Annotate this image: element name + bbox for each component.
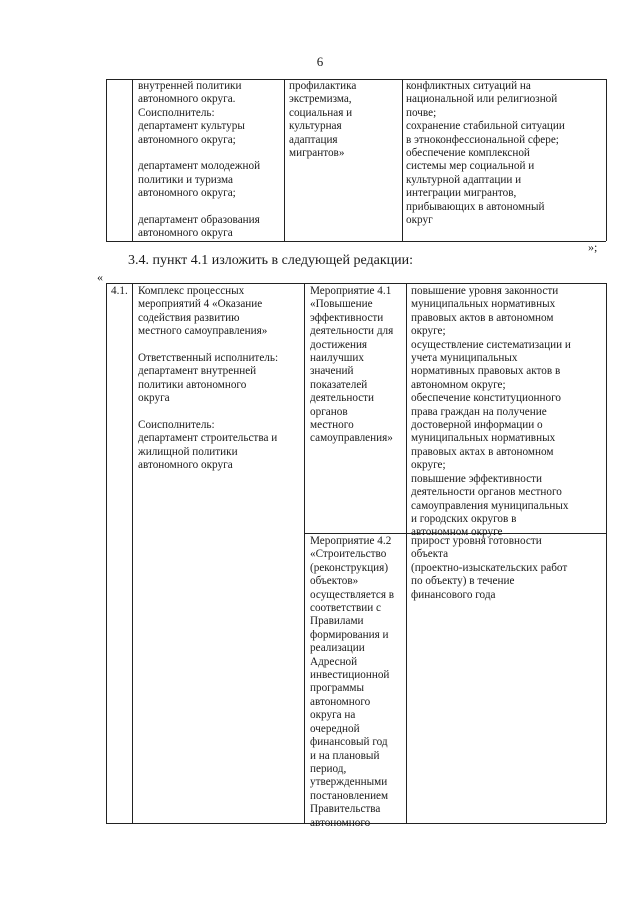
cell-measure-prev: профилактика экстремизма, социальная и культурная адаптация мигрантов»: [289, 80, 357, 160]
cell-responsible-prev: внутренней политики автономного округа. Соисполнитель: департамент культуры автономного округа; департамент молодежной политики и туризма автономного округа; департамент образования автономного округа: [138, 80, 261, 240]
cell-result-4-2: прирост уровня готовности объекта (проектно-изыскательских работ по объекту) в течение финансового года: [411, 535, 568, 601]
cell-result-4-1: повышение уровня законности муниципальных нормативных правовых актов в автономном округе; осуществление систематизации и учета муниципальных нормативных правовых актов в автономном округе; обеспечение конституционного права граждан на получение достоверной информации о муниципальных нормативных правовых актах в автономном округе; повышение эффективности деятельности органов местного самоуправления муниципальных и городских округов в автономном округе: [411, 285, 571, 539]
opening-quote: «: [97, 270, 103, 284]
cell-measure-4-1: Мероприятие 4.1 «Повышение эффективности деятельности для достижения наилучших значений показателей деятельности органов местного самоуправления»: [310, 285, 394, 445]
cell-program-complex: Комплекс процессных мероприятий 4 «Оказание содействия развитию местного самоуправления» Ответственный исполнитель: департамент внутренней политики автономного округа Соисполнитель: департамент строительства и жилищной политики автономного округа: [138, 285, 279, 472]
cell-result-prev: конфликтных ситуаций на национальной или религиозной почве; сохранение стабильной ситуации в этноконфессиональной сфере; обеспечение комплексной системы мер социальной и культурной адаптации и интеграции мигрантов, прибывающих в автономный округ: [406, 80, 565, 227]
closing-quote: »;: [588, 240, 598, 254]
cell-measure-4-2: Мероприятие 4.2 «Строительство (реконструкция) объектов» осуществляется в соответствии с Правилами формирования и реализации Адресной инвестиционной программы автономного округа на очередной финансовый год и на плановый период, утвержденными постановлением Правительства автономного: [310, 535, 395, 829]
page-number: 6: [316, 54, 324, 69]
row-number: 4.1.: [111, 285, 128, 297]
section-heading: 3.4. пункт 4.1 изложить в следующей редакции:: [128, 253, 413, 268]
